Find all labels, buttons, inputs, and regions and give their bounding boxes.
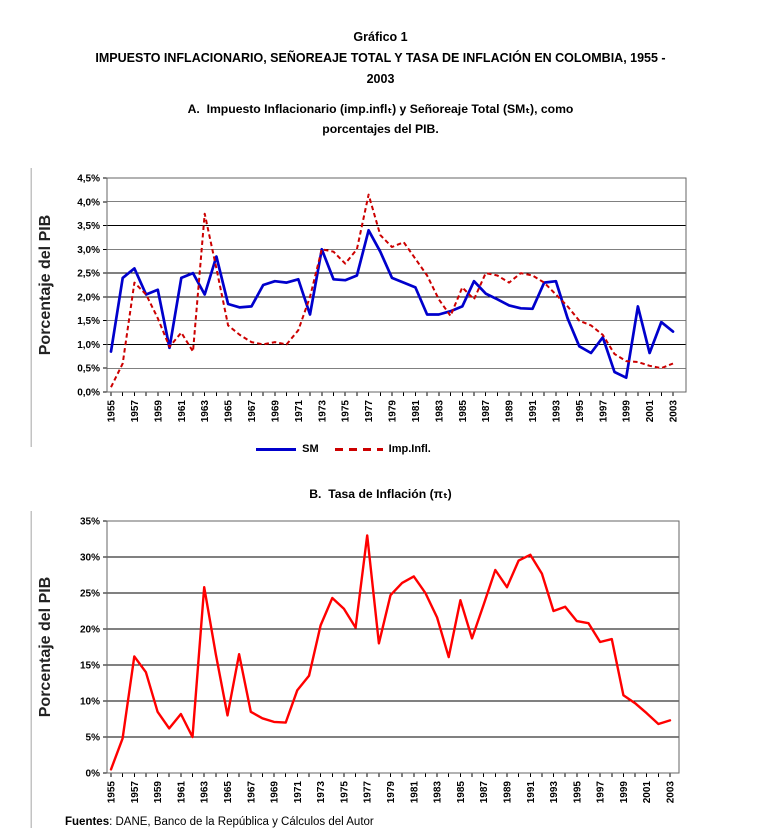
panel-b-title: B. Tasa de Inflación (πₜ) bbox=[309, 487, 452, 501]
figure-title-line1: IMPUESTO INFLACIONARIO, SEÑOREAJE TOTAL Y TASA DE INFLACIÓN EN COLOMBIA, 1955 - bbox=[95, 51, 666, 65]
x-tick-label: 1997 bbox=[595, 781, 607, 804]
x-tick-label: 1975 bbox=[340, 400, 352, 423]
x-tick-label: 1977 bbox=[364, 400, 376, 423]
x-tick-label: 1991 bbox=[525, 781, 537, 804]
x-tick-label: 1967 bbox=[247, 400, 258, 423]
x-tick-label: 1999 bbox=[621, 400, 633, 423]
x-tick-label: 1971 bbox=[293, 400, 305, 423]
x-tick-label: 1973 bbox=[317, 400, 329, 423]
x-tick-label: 1957 bbox=[129, 400, 141, 423]
x-tick-label: 1973 bbox=[316, 781, 328, 804]
y-tick-label: 5% bbox=[85, 732, 100, 744]
y-tick-label: 2,5% bbox=[77, 268, 100, 280]
y-axis-title: Porcentaje del PIB bbox=[37, 576, 54, 718]
x-tick-label: 1989 bbox=[502, 781, 514, 804]
x-tick-label: 1959 bbox=[153, 400, 165, 423]
source-note-text: : DANE, Banco de la República y Cálculos del Autor bbox=[109, 816, 374, 828]
imp-infl-legend-label: Imp.Infl. bbox=[388, 443, 431, 455]
y-axis-title: Porcentaje del PIB bbox=[37, 214, 54, 356]
y-tick-label: 30% bbox=[79, 552, 100, 564]
x-tick-label: 1993 bbox=[549, 781, 561, 804]
x-tick-label: 1967 bbox=[246, 781, 258, 804]
imp-infl-line bbox=[111, 195, 673, 388]
legend-item-imp-infl bbox=[335, 443, 431, 455]
x-tick-label: 1985 bbox=[457, 400, 469, 423]
x-tick-label: 1961 bbox=[176, 781, 188, 804]
x-tick-label: 1987 bbox=[479, 781, 491, 804]
x-tick-label: 1971 bbox=[292, 781, 304, 804]
x-tick-label: 1983 bbox=[434, 400, 446, 423]
x-tick-label: 1981 bbox=[410, 400, 422, 423]
y-tick-label: 25% bbox=[79, 588, 100, 600]
figure-title-line2: 2003 bbox=[366, 72, 395, 86]
x-tick-label: 1989 bbox=[504, 400, 516, 423]
y-tick-label: 0,0% bbox=[77, 387, 100, 399]
x-tick-label: 1965 bbox=[222, 781, 234, 804]
x-tick-label: 2001 bbox=[642, 781, 654, 804]
x-tick-label: 1965 bbox=[223, 400, 235, 423]
y-tick-label: 15% bbox=[79, 660, 100, 672]
x-tick-label: 1961 bbox=[176, 400, 188, 423]
figure-number: Gráfico 1 bbox=[353, 30, 408, 44]
y-tick-label: 2,0% bbox=[77, 292, 100, 304]
x-tick-label: 1995 bbox=[572, 781, 584, 804]
x-tick-label: 1977 bbox=[362, 781, 374, 804]
inflation-line bbox=[111, 535, 670, 769]
x-tick-label: 1983 bbox=[432, 781, 444, 804]
x-tick-label: 1963 bbox=[200, 400, 212, 423]
x-tick-label: 1969 bbox=[269, 781, 281, 804]
plot-border bbox=[107, 178, 686, 392]
x-tick-label: 1975 bbox=[339, 781, 351, 804]
sm-line-swatch-icon bbox=[256, 448, 296, 451]
panel-a-title bbox=[0, 99, 761, 139]
x-tick-label: 1997 bbox=[598, 400, 610, 423]
y-tick-label: 1,5% bbox=[77, 316, 100, 328]
sm-line bbox=[111, 230, 673, 377]
x-tick-label: 2003 bbox=[668, 400, 680, 423]
x-tick-label: 1987 bbox=[481, 400, 493, 423]
y-tick-label: 3,0% bbox=[77, 244, 100, 256]
y-tick-label: 4,0% bbox=[77, 197, 100, 209]
imp-infl-line-swatch-icon bbox=[335, 448, 383, 451]
y-tick-label: 3,5% bbox=[77, 221, 100, 233]
x-tick-label: 1995 bbox=[574, 400, 586, 423]
x-tick-label: 1969 bbox=[270, 400, 282, 423]
figure-header bbox=[0, 27, 761, 90]
y-tick-label: 10% bbox=[79, 696, 100, 708]
x-tick-label: 2001 bbox=[645, 400, 657, 423]
x-tick-label: 1993 bbox=[551, 400, 563, 423]
x-tick-label: 1999 bbox=[618, 781, 630, 804]
x-tick-label: 1957 bbox=[129, 781, 141, 804]
y-tick-label: 0,5% bbox=[77, 363, 100, 375]
x-tick-label: 2003 bbox=[665, 781, 677, 804]
x-tick-label: 1959 bbox=[153, 781, 165, 804]
x-tick-label: 1979 bbox=[387, 400, 399, 423]
x-tick-label: 1955 bbox=[106, 400, 118, 423]
legend-item-sm bbox=[256, 443, 319, 455]
x-tick-label: 1991 bbox=[528, 400, 539, 423]
y-tick-label: 4,5% bbox=[77, 173, 100, 185]
panel-a-chart bbox=[0, 160, 761, 460]
panel-b-chart bbox=[0, 505, 761, 840]
x-tick-label: 1979 bbox=[386, 781, 397, 804]
y-tick-label: 20% bbox=[79, 624, 100, 636]
x-tick-label: 1985 bbox=[455, 781, 467, 804]
panel-a-title-line2: porcentajes del PIB. bbox=[322, 122, 439, 136]
source-note-label: Fuentes bbox=[65, 816, 110, 828]
panel-a-legend bbox=[0, 440, 724, 458]
y-tick-label: 1,0% bbox=[77, 339, 100, 351]
panel-a-title-line1: A. Impuesto Inflacionario (imp.inflₜ) y Señoreaje Total (SMₜ), como bbox=[187, 102, 574, 116]
y-tick-label: 35% bbox=[79, 516, 100, 528]
source-note bbox=[65, 816, 374, 828]
x-tick-label: 1981 bbox=[409, 781, 421, 804]
x-tick-label: 1955 bbox=[106, 781, 118, 804]
sm-legend-label: SM bbox=[302, 443, 319, 455]
x-tick-label: 1963 bbox=[199, 781, 211, 804]
y-tick-label: 0% bbox=[85, 768, 100, 780]
